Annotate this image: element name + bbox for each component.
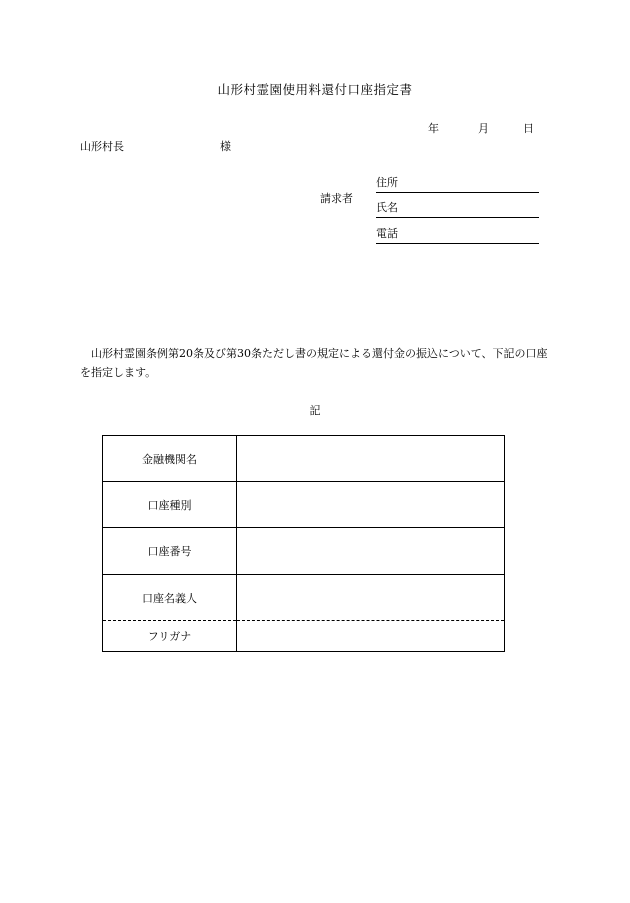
phone-field[interactable] (376, 227, 539, 244)
account-holder-cell[interactable] (237, 575, 505, 621)
furigana-label: フリガナ (103, 621, 237, 652)
name-field[interactable] (376, 201, 539, 218)
account-number-cell[interactable] (237, 528, 505, 575)
date-year-label: 年 (428, 122, 439, 135)
account-type-label: 口座種別 (103, 482, 237, 528)
table-row (103, 436, 505, 482)
name-label: 氏名 (376, 201, 398, 214)
account-table (102, 435, 505, 652)
table-row (103, 575, 505, 621)
addressee: 山形村長 (80, 140, 124, 153)
table-row (103, 482, 505, 528)
bank-name-label: 金融機関名 (103, 436, 237, 482)
phone-label: 電話 (376, 227, 398, 240)
body-paragraph: 山形村霊園条例第20条及び第30条ただし書の規定による還付金の振込について、下記の口座を指定します。 (80, 347, 548, 379)
document-title: 山形村霊園使用料還付口座指定書 (217, 82, 413, 97)
table-row (103, 621, 505, 652)
ki-heading: 記 (309, 404, 321, 417)
bank-name-cell[interactable] (237, 436, 505, 482)
address-label: 住所 (376, 176, 398, 189)
table-row (103, 528, 505, 575)
date-month-label: 月 (478, 122, 489, 135)
address-field[interactable] (376, 176, 539, 193)
requester-label: 請求者 (320, 192, 353, 205)
account-number-label: 口座番号 (103, 528, 237, 575)
account-holder-label: 口座名義人 (103, 575, 237, 621)
date-day-label: 日 (523, 122, 534, 135)
furigana-cell[interactable] (237, 621, 505, 652)
account-type-cell[interactable] (237, 482, 505, 528)
honorific: 様 (220, 140, 231, 153)
